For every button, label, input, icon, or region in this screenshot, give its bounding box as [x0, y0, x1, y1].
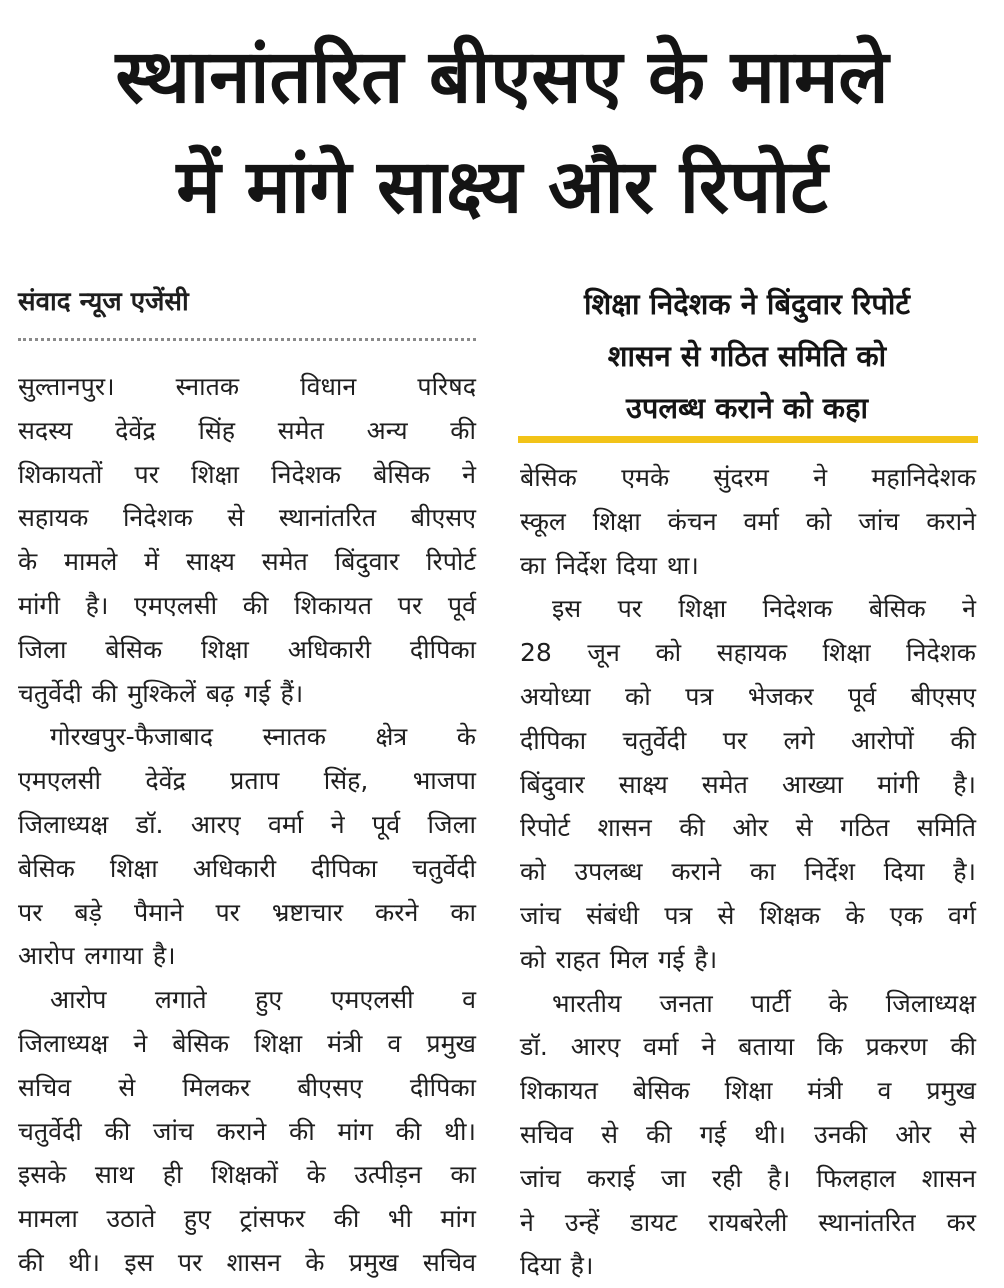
article-line: ने उन्हें डायट रायबरेली स्थानांतरित कर — [520, 1207, 976, 1237]
article-line: इसके साथ ही शिक्षकों के उत्पीड़न का — [18, 1160, 476, 1190]
headline — [0, 22, 1004, 242]
subheadline-line-2: शासन से गठित समिति को — [607, 339, 887, 373]
article-line: इस पर शिक्षा निदेशक बेसिक ने — [552, 594, 976, 624]
article-line: का निर्देश दिया था। — [520, 550, 699, 580]
article-line: 28 जून को सहायक शिक्षा निदेशक — [520, 638, 976, 668]
article-line: दीपिका चतुर्वेदी पर लगे आरोपों की — [520, 725, 976, 755]
article-line: जांच संबंधी पत्र से शिक्षक के एक वर्ग — [520, 900, 976, 930]
article-line: मामला उठाते हुए ट्रांसफर की भी मांग — [18, 1204, 476, 1234]
article-line: सुल्तानपुर। स्नातक विधान परिषद — [18, 372, 476, 401]
article-line: चतुर्वेदी की जांच कराने की मांग की थी। — [18, 1116, 476, 1146]
article-line: सहायक निदेशक से स्थानांतरित बीएसए — [18, 503, 476, 533]
article-line: अयोध्या को पत्र भेजकर पूर्व बीएसए — [520, 681, 976, 711]
subheadline-line-3: उपलब्ध कराने को कहा — [626, 391, 868, 425]
byline: संवाद न्यूज एजेंसी — [18, 287, 189, 317]
subheadline-line-1: शिक्षा निदेशक ने बिंदुवार रिपोर्ट — [584, 287, 910, 321]
article-line: को राहत मिल गई है। — [520, 944, 718, 974]
article-line: मांगी है। एमएलसी की शिकायत पर पूर्व — [18, 590, 476, 620]
article-line: एमएलसी देवेंद्र प्रताप सिंह, भाजपा — [18, 766, 476, 796]
article-line: बेसिक शिक्षा अधिकारी दीपिका चतुर्वेदी — [18, 853, 476, 883]
headline-line-1: स्थानांतरित बीएसए के मामले — [115, 34, 889, 120]
article-line: भारतीय जनता पार्टी के जिलाध्यक्ष — [552, 988, 976, 1018]
article-line: जिलाध्यक्ष डॉ. आरए वर्मा ने पूर्व जिला — [18, 809, 476, 839]
article-line: शिकायत बेसिक शिक्षा मंत्री व प्रमुख — [520, 1076, 976, 1106]
subheadline-rule — [518, 436, 978, 443]
byline-divider — [18, 338, 476, 341]
article-column-right — [520, 456, 976, 1288]
article-line: सचिव से मिलकर बीएसए दीपिका — [18, 1072, 476, 1102]
article-line: जांच कराई जा रही है। फिलहाल शासन — [520, 1163, 976, 1193]
article-line: रिपोर्ट शासन की ओर से गठित समिति — [520, 813, 976, 843]
article-line: गोरखपुर-फैजाबाद स्नातक क्षेत्र के — [50, 722, 476, 752]
article-line: सदस्य देवेंद्र सिंह समेत अन्य की — [18, 415, 476, 445]
article-line: जिला बेसिक शिक्षा अधिकारी दीपिका — [18, 634, 476, 664]
article-line: शिकायतों पर शिक्षा निदेशक बेसिक ने — [18, 459, 476, 489]
article-line: की थी। इस पर शासन के प्रमुख सचिव — [18, 1247, 476, 1277]
article-line: स्कूल शिक्षा कंचन वर्मा को जांच कराने — [520, 506, 976, 536]
article-line: दिया है। — [520, 1251, 594, 1281]
article-line: सचिव से की गई थी। उनकी ओर से — [520, 1119, 976, 1149]
article-line: बेसिक एमके सुंदरम ने महानिदेशक — [520, 463, 976, 492]
article-line: चतुर्वेदी की मुश्किलें बढ़ गई हैं। — [18, 678, 304, 708]
article-line: बिंदुवार साक्ष्य समेत आख्या मांगी है। — [520, 769, 976, 799]
article-line: आरोप लगाते हुए एमएलसी व — [50, 985, 476, 1015]
article-line: के मामले में साक्ष्य समेत बिंदुवार रिपोर्ट — [18, 547, 476, 577]
article-line: आरोप लगाया है। — [18, 941, 176, 971]
article-line: जिलाध्यक्ष ने बेसिक शिक्षा मंत्री व प्रमुख — [18, 1028, 476, 1058]
article-line: डॉ. आरए वर्मा ने बताया कि प्रकरण की — [520, 1032, 976, 1062]
article-column-left — [18, 365, 476, 1285]
article-line: पर बड़े पैमाने पर भ्रष्टाचार करने का — [18, 897, 476, 927]
subheadline — [516, 278, 978, 434]
article-line: को उपलब्ध कराने का निर्देश दिया है। — [520, 857, 976, 887]
headline-line-2: में मांगे साक्ष्य और रिपोर्ट — [176, 144, 828, 230]
